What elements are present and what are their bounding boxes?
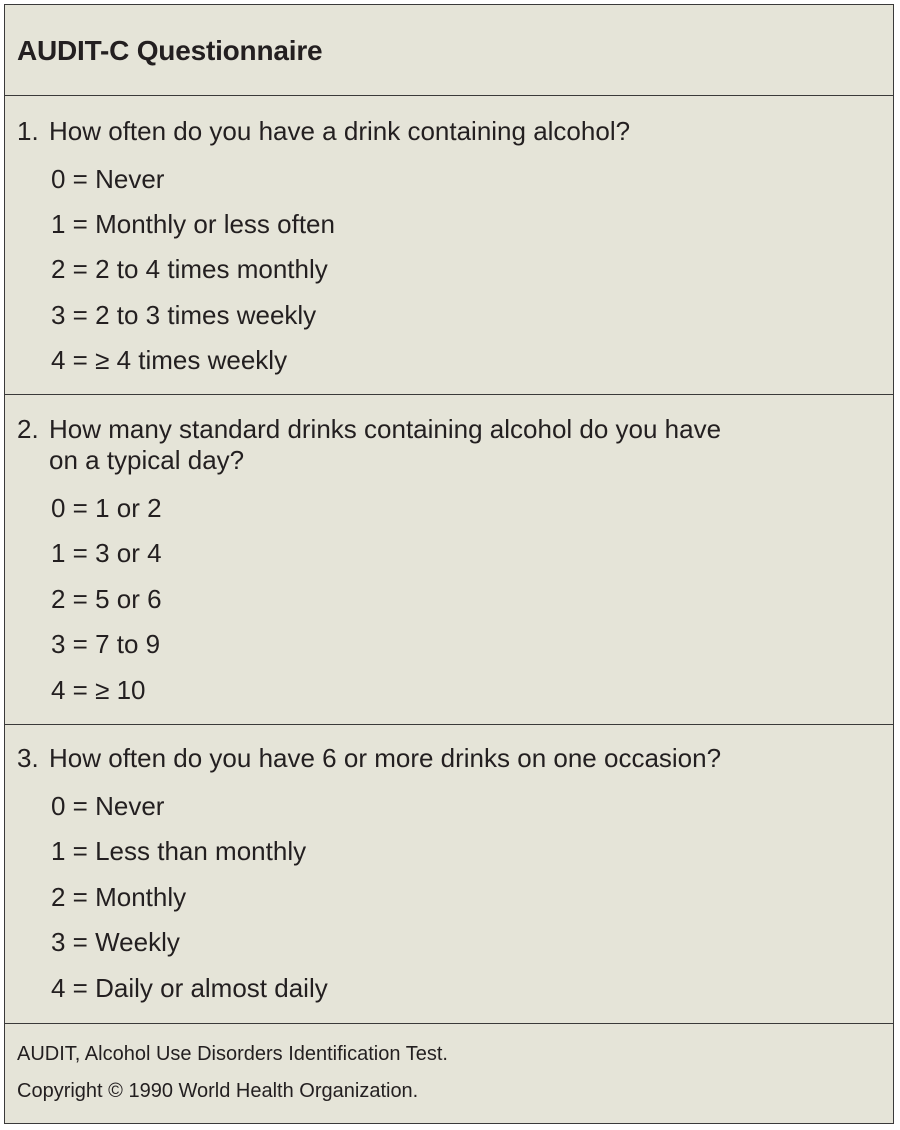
question-section-1: [5, 96, 893, 395]
question-text-continued: on a typical day?: [49, 445, 245, 475]
page-title: AUDIT-C Questionnaire: [17, 35, 323, 66]
footnote-copyright: Copyright © 1990 World Health Organization.: [17, 1080, 419, 1102]
question-text: How often do you have 6 or more drinks on one occasion?: [49, 743, 722, 773]
questionnaire-card: [4, 4, 894, 1124]
option-item: 3 = 2 to 3 times weekly: [51, 300, 317, 330]
option-item: 0 = 1 or 2: [51, 493, 162, 523]
title-row: [5, 5, 893, 96]
question-text: How many standard drinks containing alcohol do you have: [49, 414, 722, 444]
option-item: 4 = ≥ 10: [51, 675, 146, 705]
option-item: 4 = Daily or almost daily: [51, 973, 328, 1003]
question-1: [17, 116, 630, 147]
question-number: 2.: [17, 414, 39, 444]
footnote-abbreviation: AUDIT, Alcohol Use Disorders Identification Test.: [17, 1043, 448, 1065]
question-number: 1.: [17, 116, 39, 146]
option-item: 0 = Never: [51, 164, 165, 194]
question-number: 3.: [17, 743, 39, 773]
question-section-2: [5, 395, 893, 725]
question-text: How often do you have a drink containing alcohol?: [49, 116, 631, 146]
option-item: 3 = 7 to 9: [51, 629, 161, 659]
question-2: [17, 414, 721, 476]
option-item: 1 = 3 or 4: [51, 538, 162, 568]
question-section-3: [5, 725, 893, 1024]
option-item: 2 = 5 or 6: [51, 584, 162, 614]
option-item: 1 = Less than monthly: [51, 836, 307, 866]
option-item: 2 = Monthly: [51, 882, 187, 912]
option-item: 2 = 2 to 4 times monthly: [51, 254, 328, 284]
question-3: [17, 743, 721, 774]
option-item: 3 = Weekly: [51, 927, 180, 957]
option-item: 0 = Never: [51, 791, 165, 821]
option-item: 4 = ≥ 4 times weekly: [51, 345, 288, 375]
option-item: 1 = Monthly or less often: [51, 209, 335, 239]
